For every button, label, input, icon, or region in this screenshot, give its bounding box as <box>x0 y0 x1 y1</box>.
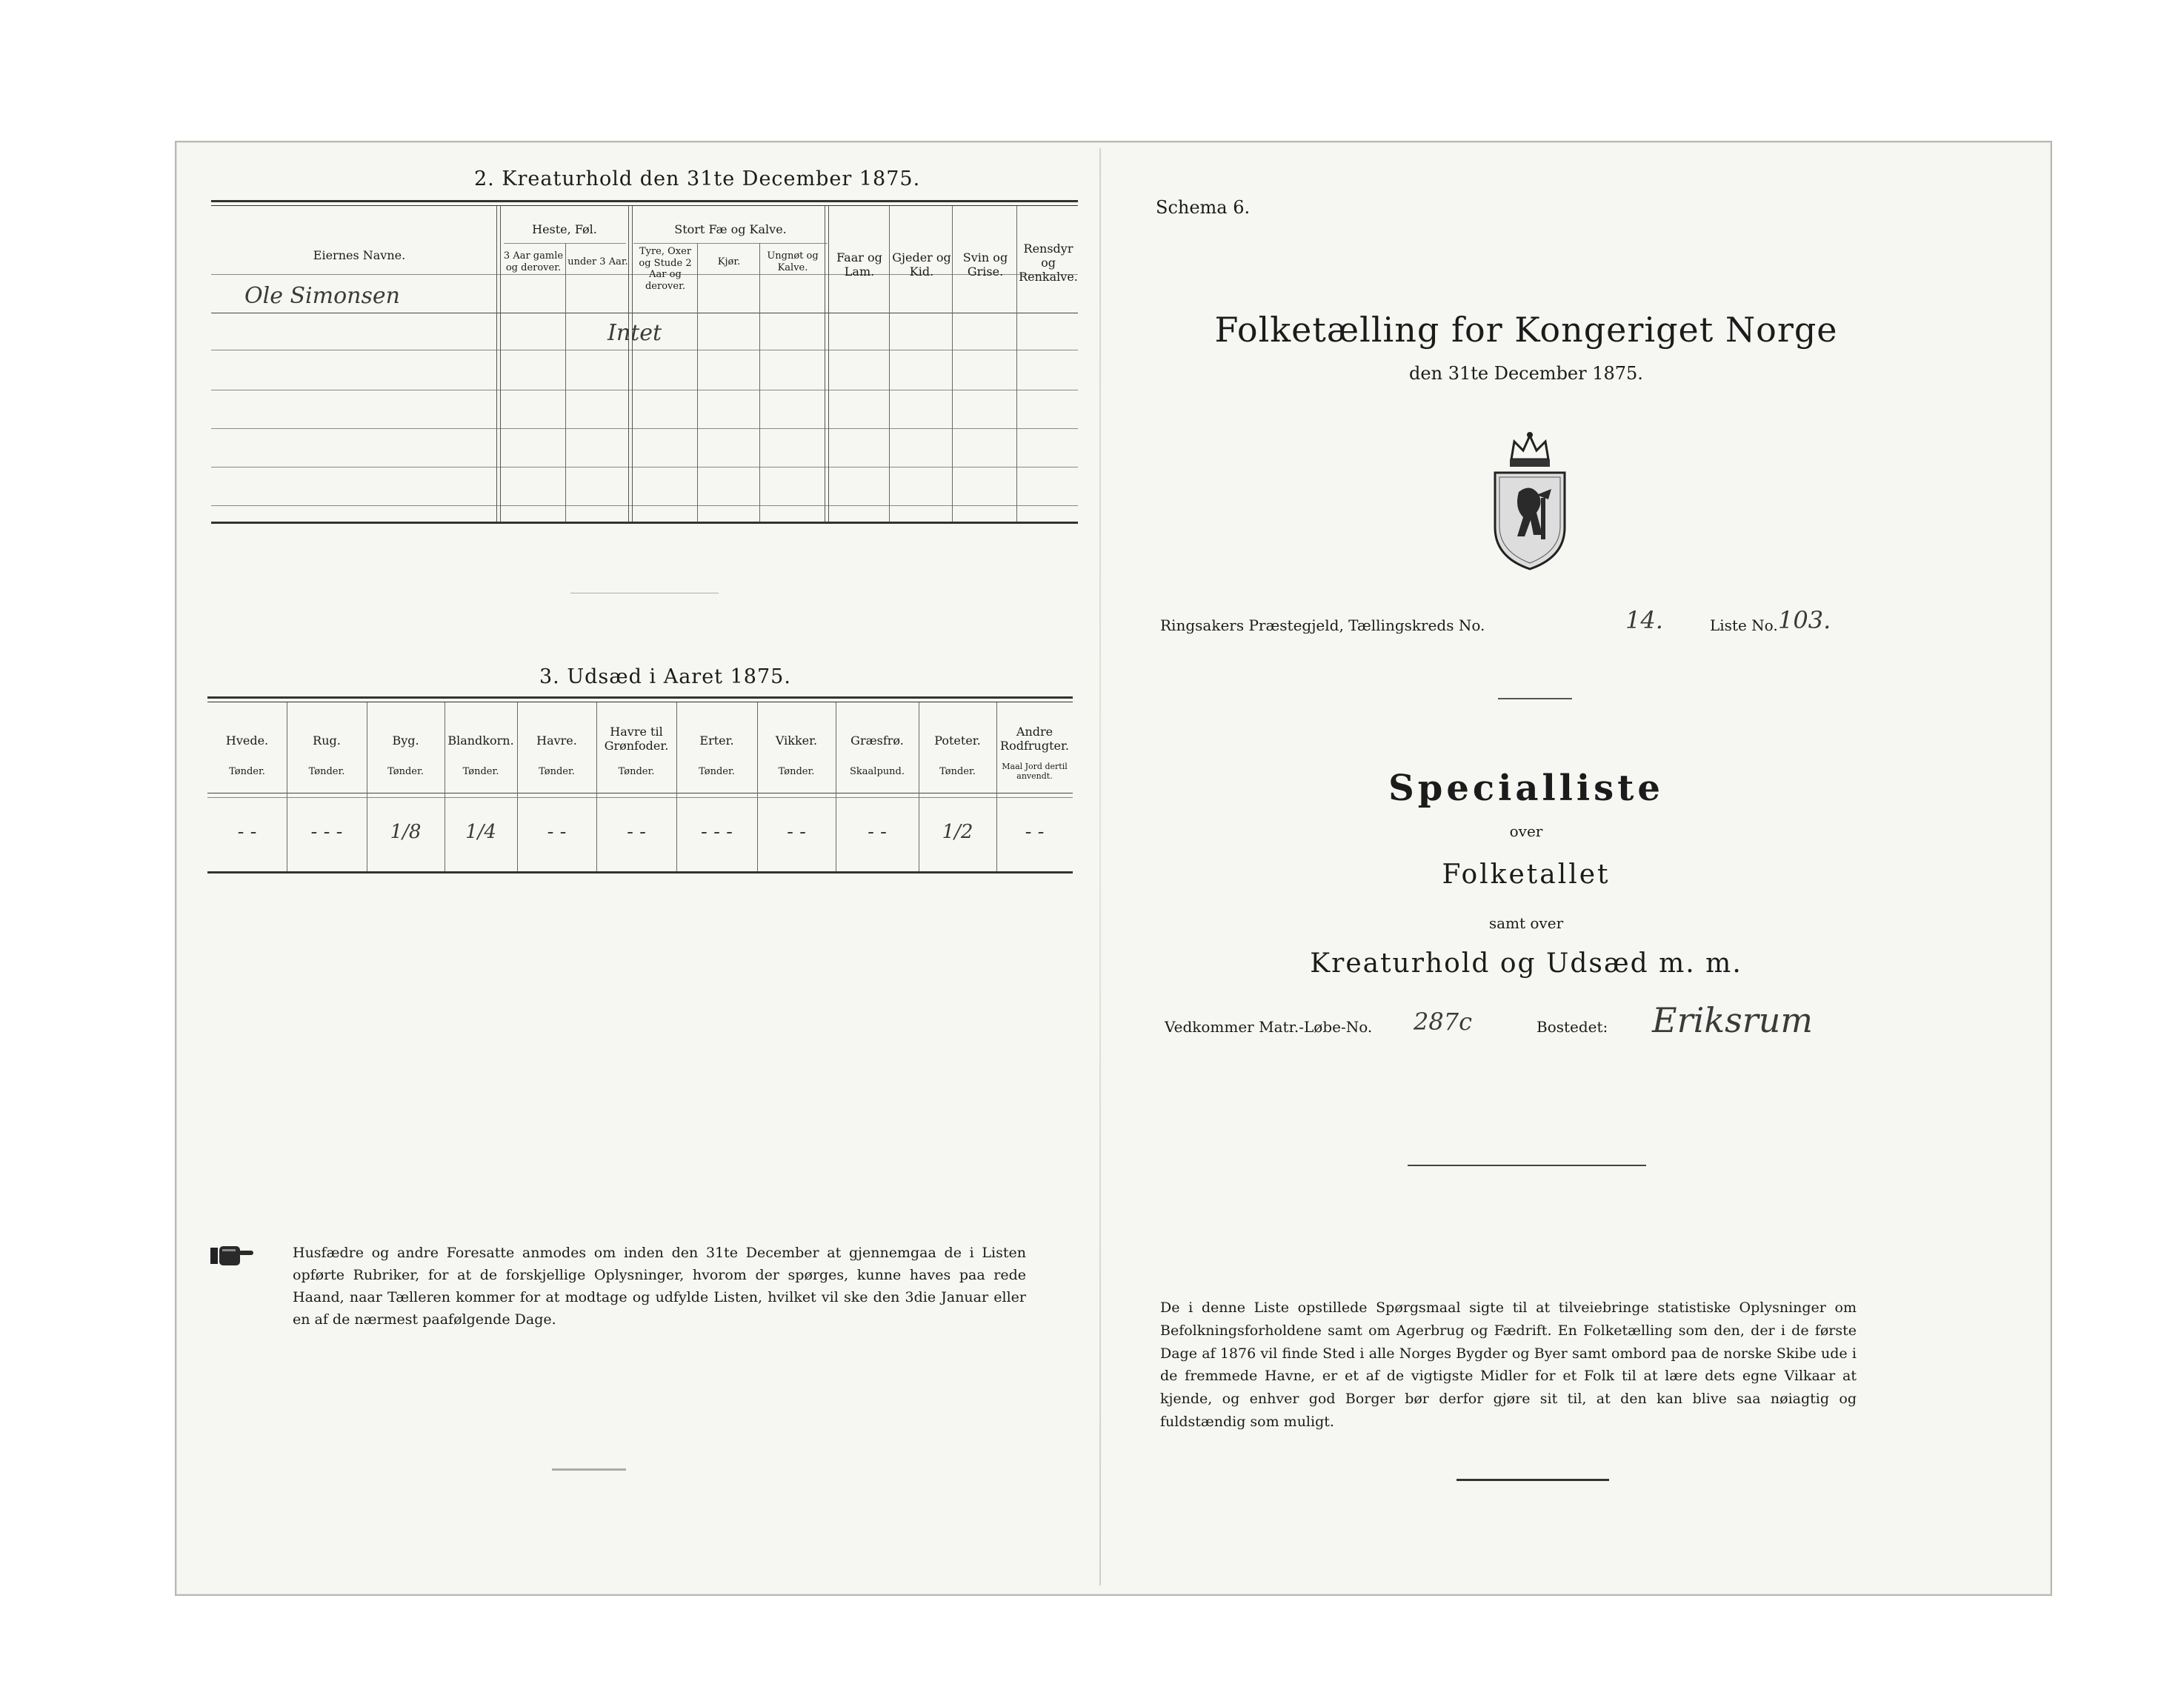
crop-value: - - <box>237 821 257 843</box>
crop-header: Hvede. <box>225 733 269 748</box>
crop-value: - - <box>1025 821 1045 843</box>
crop-header: Vikker. <box>775 733 818 748</box>
header-stort-b: Kjør. <box>717 256 741 267</box>
section3-caption: 3. Udsæd i Aaret 1875. <box>539 665 791 688</box>
crop-header: Havre. <box>536 733 577 748</box>
crop-table <box>207 696 1073 878</box>
crop-unit: Tønder. <box>699 766 735 777</box>
crop-unit: Tønder. <box>778 766 815 777</box>
crop-header: Rug. <box>313 733 341 748</box>
section2-caption: 2. Kreaturhold den 31te December 1875. <box>474 167 921 190</box>
crop-value: - - <box>868 821 887 843</box>
crop-value: - - <box>547 821 567 843</box>
crop-value: - - <box>627 821 646 843</box>
header-owner: Eiernes Navne. <box>313 248 406 262</box>
crop-value: 1/2 <box>942 821 973 843</box>
crop-value: - - <box>787 821 806 843</box>
specialliste-title: Specialliste <box>1388 768 1664 809</box>
liste-number-handwritten: 103. <box>1778 606 1831 634</box>
crop-unit: Tønder. <box>462 766 499 777</box>
crop-header: Erter. <box>699 733 734 748</box>
samt-over-label: samt over <box>1488 914 1564 932</box>
crop-header: Poteter. <box>934 733 981 748</box>
livestock-mark-handwritten: Intet <box>607 320 662 346</box>
bostedet-value-handwritten: Eriksrum <box>1652 1000 1813 1040</box>
document-title: Folketælling for Kongeriget Norge <box>1214 310 1838 350</box>
divider-1 <box>1498 698 1572 699</box>
matr-number-handwritten: 287c <box>1414 1008 1472 1036</box>
header-stort: Stort Fæ og Kalve. <box>674 222 787 236</box>
header-stort-a: Tyre, Oxer og Stude 2 Aar og derover. <box>639 246 692 292</box>
notice-text: Husfædre og andre Foresatte anmodes om inden den 31te December at gjennemgaa de i Listen opførte Rubriker, for at de forskjellige Oplysninger, hvorom der spørges, kunne haves paa rede Haand, naar Tælleren kommer for at modtage og udfylde Listen, hvilket vil ske den 3die Januar eller en af de nærmest paafølgende Dage. <box>293 1245 1026 1328</box>
header-faar: Faar og Lam. <box>836 250 882 279</box>
crop-header: Græsfrø. <box>850 733 904 748</box>
header-heste: Heste, Føl. <box>532 222 597 236</box>
owner-name-handwritten: Ole Simonsen <box>244 283 400 309</box>
district-label: Ringsakers Præstegjeld, Tællingskreds No. <box>1160 616 1485 634</box>
crop-unit: Tønder. <box>229 766 265 777</box>
divider-3 <box>1456 1479 1609 1481</box>
over-label-1: over <box>1509 822 1543 840</box>
kreaturhold-heading: Kreaturhold og Udsæd m. m. <box>1310 948 1742 979</box>
crop-header: Havre til Grønfoder. <box>604 725 669 753</box>
matr-label: Vedkommer Matr.-Løbe-No. <box>1165 1018 1373 1036</box>
pointing-hand-icon <box>209 1245 255 1267</box>
document-subtitle: den 31te December 1875. <box>1409 363 1643 384</box>
header-heste-a: 3 Aar gamle og derover. <box>503 250 564 273</box>
crop-header: Byg. <box>392 733 419 748</box>
coat-of-arms-emblem <box>1489 431 1571 572</box>
header-rensdyr: Rensdyr og Renkalve. <box>1019 242 1078 284</box>
crop-unit: Tønder. <box>387 766 424 777</box>
crop-unit: Skaalpund. <box>850 766 905 777</box>
crop-unit: Tønder. <box>618 766 655 777</box>
crop-value: - - - <box>310 821 343 843</box>
liste-label: Liste No. <box>1710 616 1778 634</box>
crop-unit: Maal Jord dertil anvendt. <box>1002 762 1068 782</box>
folketallet-heading: Folketallet <box>1442 859 1611 890</box>
livestock-table <box>211 200 1078 526</box>
crop-header: Andre Rodfrugter. <box>1000 725 1069 753</box>
bostedet-label: Bostedet: <box>1537 1018 1608 1036</box>
info-paragraph: De i denne Liste opstillede Spørgsmaal sigte til at tilveiebringe statistiske Oplysninger om Befolkningsforholdene samt om Agerbrug og Fædrift. En Folketælling som den, der i de første Dage af 1876 vil finde Sted i alle Norges Bygder og Byer samt ombord paa de norske Skibe ude i de fremmede Havne, er et af de vigtigste Midler for et Folk til at lære dets egne Vilkaar at kjende, og enhver god Borger bør derfor gjøre sit til, at den kan blive saa nøiagtig og fuldstændig som muligt. <box>1160 1300 1857 1430</box>
header-heste-b: under 3 Aar. <box>567 256 628 267</box>
scan-mark <box>552 1468 626 1471</box>
crop-unit: Tønder. <box>539 766 575 777</box>
header-svin: Svin og Grise. <box>962 250 1008 279</box>
crop-unit: Tønder. <box>308 766 345 777</box>
header-gjeder: Gjeder og Kid. <box>892 250 951 279</box>
crop-value: 1/8 <box>390 821 422 843</box>
crop-value: 1/4 <box>465 821 496 843</box>
crop-header: Blandkorn. <box>447 733 514 748</box>
crop-value: - - - <box>701 821 733 843</box>
district-number-handwritten: 14. <box>1625 606 1663 634</box>
page-fold <box>1099 148 1101 1585</box>
header-stort-c: Ungnøt og Kalve. <box>767 250 819 273</box>
schema-label: Schema 6. <box>1156 197 1251 218</box>
crop-unit: Tønder. <box>939 766 976 777</box>
divider-2 <box>1408 1165 1646 1166</box>
